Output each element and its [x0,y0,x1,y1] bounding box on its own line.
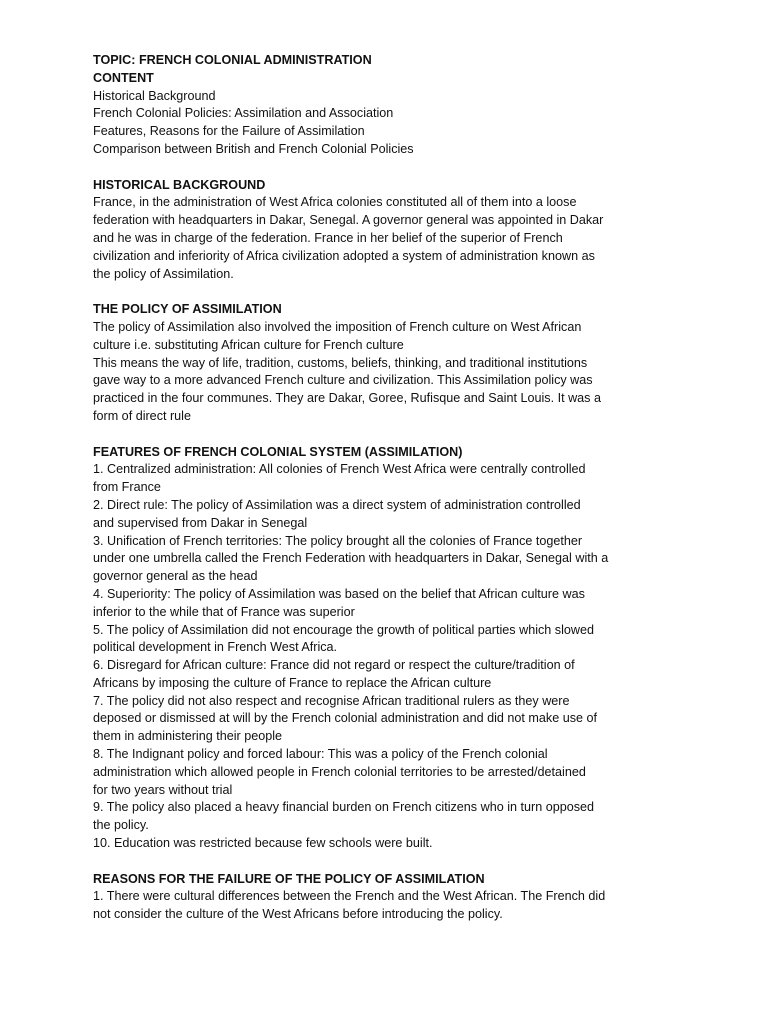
paragraph-line: culture i.e. substituting African culture for French culture [93,337,404,352]
paragraph-line: France, in the administration of West Africa colonies constituted all of them into a loose [93,195,577,210]
paragraph-line: form of direct rule [93,408,191,423]
historical-heading: HISTORICAL BACKGROUND [93,177,266,192]
feature-line: under one umbrella called the French Federation with headquarters in Dakar, Senegal with a [93,551,609,566]
assimilation-paragraph [93,319,693,426]
paragraph-line: practiced in the four communes. They are Dakar, Goree, Rufisque and Saint Louis. It was a [93,391,601,406]
paragraph-line: The policy of Assimilation also involved the imposition of French culture on West African [93,319,582,334]
paragraph-line: and he was in charge of the federation. France in her belief of the superior of French [93,230,563,245]
reason-line: 1. There were cultural differences between the French and the West African. The French did [93,889,606,904]
feature-line: 1. Centralized administration: All colonies of French West Africa were centrally controlled [93,462,586,477]
spacer [93,853,693,871]
feature-line: 8. The Indignant policy and forced labour: This was a policy of the French colonial [93,747,548,762]
feature-line: 10. Education was restricted because few schools were built. [93,836,433,851]
feature-line: deposed or dismissed at will by the French colonial administration and did not make use of [93,711,598,726]
feature-line: 4. Superiority: The policy of Assimilation was based on the belief that African culture was [93,586,585,601]
content-item: Historical Background [93,88,216,103]
content-list [93,88,693,159]
feature-line: administration which allowed people in French colonial territories to be arrested/detained [93,764,586,779]
reasons-heading: REASONS FOR THE FAILURE OF THE POLICY OF ASSIMILATION [93,871,485,886]
feature-line: them in administering their people [93,729,283,744]
content-heading: CONTENT [93,70,154,85]
feature-line: and supervised from Dakar in Senegal [93,515,308,530]
topic-title: TOPIC: FRENCH COLONIAL ADMINISTRATION [93,53,372,67]
paragraph-line: civilization and inferiority of Africa civilization adopted a system of administration known as [93,248,595,263]
feature-line: for two years without trial [93,782,233,797]
assimilation-heading: THE POLICY OF ASSIMILATION [93,302,282,317]
feature-line: 6. Disregard for African culture: France did not regard or respect the culture/tradition of [93,658,575,673]
feature-line: Africans by imposing the culture of France to replace the African culture [93,675,492,690]
feature-line: political development in French West Africa. [93,640,338,655]
paragraph-line: gave way to a more advanced French culture and civilization. This Assimilation policy was [93,373,593,388]
feature-line: from France [93,480,161,495]
features-heading: FEATURES OF FRENCH COLONIAL SYSTEM (ASSIMILATION) [93,444,463,459]
features-list [93,461,693,853]
content-item: French Colonial Policies: Assimilation and Association [93,106,394,121]
feature-line: 7. The policy did not also respect and recognise African traditional rulers as they were [93,693,570,708]
feature-line: 9. The policy also placed a heavy financial burden on French citizens who in turn opposed [93,800,595,815]
historical-paragraph [93,194,693,283]
feature-line: 3. Unification of French territories: The policy brought all the colonies of France together [93,533,583,548]
paragraph-line: federation with headquarters in Dakar, Senegal. A governor general was appointed in Dakar [93,213,604,228]
content-item: Comparison between British and French Colonial Policies [93,141,414,156]
document-page [93,52,693,924]
feature-line: 5. The policy of Assimilation did not encourage the growth of political parties which slowed [93,622,594,637]
feature-line: the policy. [93,818,149,833]
content-item: Features, Reasons for the Failure of Assimilation [93,124,365,139]
spacer [93,283,693,301]
spacer [93,159,693,177]
spacer [93,426,693,444]
feature-line: 2. Direct rule: The policy of Assimilation was a direct system of administration controlled [93,497,581,512]
reasons-list [93,888,693,924]
paragraph-line: the policy of Assimilation. [93,266,234,281]
reason-line: not consider the culture of the West Africans before introducing the policy. [93,907,503,922]
feature-line: governor general as the head [93,569,258,584]
paragraph-line: This means the way of life, tradition, customs, beliefs, thinking, and traditional institutions [93,355,588,370]
feature-line: inferior to the while that of France was superior [93,604,355,619]
